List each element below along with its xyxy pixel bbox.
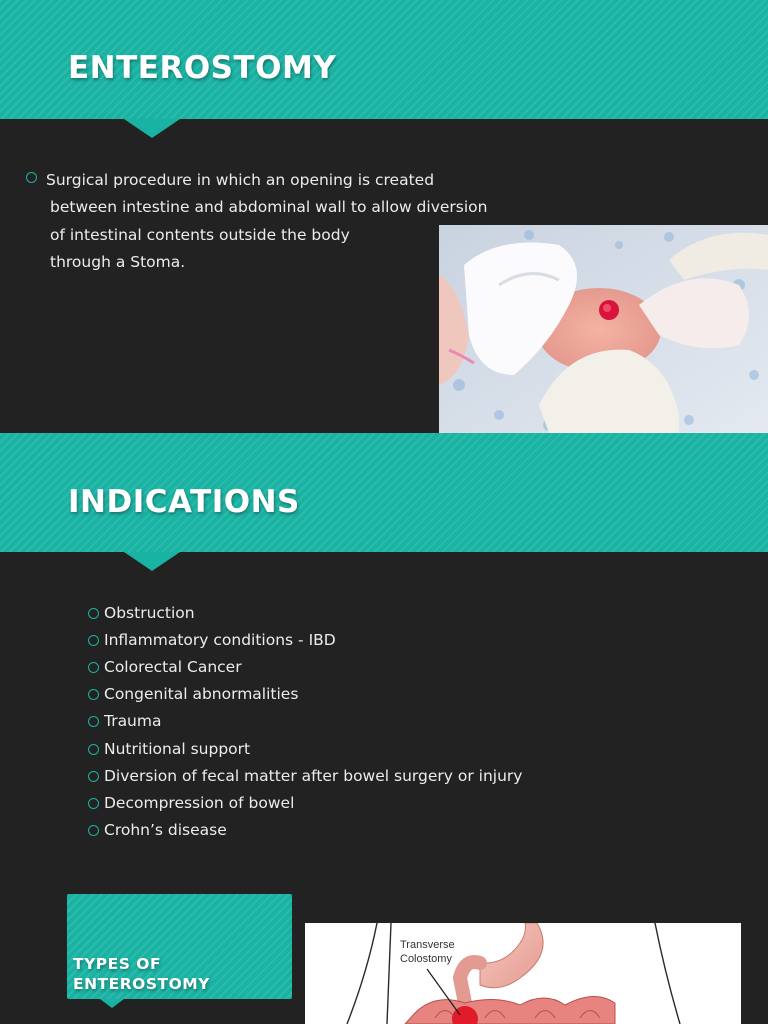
list-item [88, 601, 195, 625]
definition-line-4: through a Stoma. [50, 252, 186, 271]
definition-line-2: between intestine and abdominal wall to allow diversion [50, 198, 488, 217]
indication-text: Trauma [104, 712, 162, 730]
colostomy-illustration [305, 923, 741, 1024]
list-item [88, 818, 227, 842]
slide-title-types [73, 955, 210, 994]
bullet-circle-icon [88, 662, 99, 673]
bullet-circle-icon [88, 825, 99, 836]
list-item [88, 791, 294, 815]
indication-text: Congenital abnormalities [104, 685, 299, 703]
list-item [88, 655, 242, 679]
indication-text: Crohn’s disease [104, 821, 227, 839]
diagram-label-line-2: Colostomy [400, 953, 452, 965]
banner-notch [100, 999, 124, 1008]
slide-title-indications: INDICATIONS [68, 484, 300, 520]
stoma-photo [439, 225, 768, 433]
bullet-circle-icon [26, 172, 37, 183]
indication-text: Nutritional support [104, 740, 251, 758]
list-item [88, 709, 161, 733]
bullet-circle-icon [88, 716, 99, 727]
list-item [88, 682, 298, 706]
diagram-label-line-1: Transverse [400, 939, 455, 951]
bullet-circle-icon [88, 608, 99, 619]
definition-line-3: of intestinal contents outside the body [50, 225, 350, 244]
indication-text: Obstruction [104, 604, 195, 622]
bullet-circle-icon [88, 635, 99, 646]
indication-text: Colorectal Cancer [104, 658, 242, 676]
colostomy-diagram [305, 923, 741, 1024]
indication-text: Inflammatory conditions - IBD [104, 631, 336, 649]
bullet-circle-icon [88, 771, 99, 782]
definition-line-1: Surgical procedure in which an opening is created [46, 171, 435, 189]
indication-text: Diversion of fecal matter after bowel surgery or injury [104, 767, 523, 785]
indication-text: Decompression of bowel [104, 794, 295, 812]
types-title-line-2: ENTEROSTOMY [73, 974, 210, 993]
types-title-line-1: TYPES OF [73, 955, 162, 973]
banner-notch [124, 552, 180, 571]
list-item [88, 628, 336, 652]
bullet-circle-icon [88, 798, 99, 809]
banner-notch [124, 119, 180, 138]
list-item [88, 737, 250, 761]
bullet-circle-icon [88, 744, 99, 755]
list-item [88, 764, 522, 788]
definition-paragraph [46, 167, 487, 276]
slide-title-enterostomy: ENTEROSTOMY [68, 50, 337, 86]
bullet-circle-icon [88, 689, 99, 700]
